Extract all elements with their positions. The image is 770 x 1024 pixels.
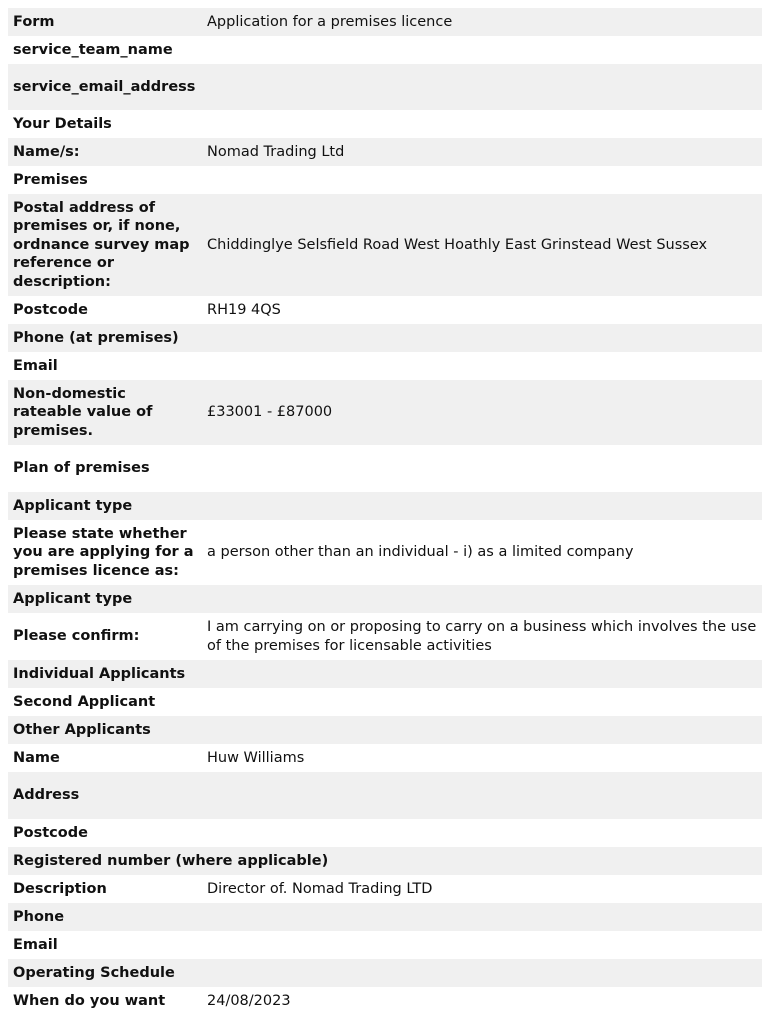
table-row-description [8, 875, 762, 903]
table-row-plan-of-premises [8, 445, 762, 492]
field-value: Huw Williams [207, 749, 305, 766]
section-heading: Premises [13, 171, 88, 188]
field-value [202, 903, 762, 931]
field-label: Registered number (where applicable) [13, 852, 329, 869]
table-row-service-email-address [8, 64, 762, 110]
field-label: service_email_address [13, 78, 196, 95]
section-heading: Applicant type [13, 497, 133, 514]
field-value: Chiddinglye Selsfield Road West Hoathly East Grinstead West Sussex [207, 236, 708, 253]
field-label: Name/s: [13, 143, 80, 160]
field-value: RH19 4QS [207, 301, 281, 318]
field-label-text: Please state whether you are applying for a premises licence as: [13, 525, 194, 579]
application-form-table [8, 8, 762, 1015]
table-row-phone-at-premises [8, 324, 762, 352]
field-value [202, 585, 762, 613]
table-row-postal-address [8, 194, 762, 296]
field-label: Non-domestic rateable value of premises. [13, 385, 153, 439]
table-row-applicant-type [8, 492, 762, 520]
field-label: Email [13, 936, 58, 953]
table-row-your-details [8, 110, 762, 138]
table-row-postcode [8, 296, 762, 324]
table-row-name [8, 744, 762, 772]
table-row-applying-as [8, 520, 762, 585]
table-row-phone [8, 903, 762, 931]
field-label: Address [13, 787, 80, 804]
field-label: When do you want [13, 992, 166, 1009]
field-label: Email [13, 357, 58, 374]
field-label: Phone [13, 908, 65, 925]
field-label: Please confirm: [13, 628, 140, 645]
field-value [202, 445, 762, 492]
field-value [202, 931, 762, 959]
field-value [202, 959, 762, 987]
field-value [202, 688, 762, 716]
table-row-rateable-value [8, 380, 762, 445]
field-value: Application for a premises licence [207, 13, 453, 30]
field-value [202, 772, 762, 819]
field-value [202, 110, 762, 138]
table-row-individual-applicants [8, 660, 762, 688]
field-value [202, 324, 762, 352]
field-label: Plan of premises [13, 460, 150, 477]
field-value [202, 660, 762, 688]
section-heading: Second Applicant [13, 693, 156, 710]
table-row-service-team-name [8, 36, 762, 64]
field-value [202, 36, 762, 64]
section-heading: Your Details [13, 115, 112, 132]
field-value [202, 352, 762, 380]
table-row-when-do-you-want [8, 987, 762, 1015]
field-value: I am carrying on or proposing to carry on a business which involves the use of the premises for licensable activities [207, 619, 757, 654]
table-row-registered-number [8, 847, 762, 875]
section-heading: Individual Applicants [13, 665, 186, 682]
table-row-please-confirm [8, 613, 762, 660]
field-value: Director of. Nomad Trading LTD [207, 880, 433, 897]
field-value [202, 819, 762, 847]
section-heading: Applicant type [13, 590, 133, 607]
field-label: service_team_name [13, 41, 173, 58]
table-row-applicant-postcode [8, 819, 762, 847]
field-label: Name [13, 749, 60, 766]
field-label: Postal address of premises or, if none, ordnance survey map reference or description: [13, 199, 190, 290]
table-row-applicant-email [8, 931, 762, 959]
field-value [202, 492, 762, 520]
table-row-email [8, 352, 762, 380]
table-row-address [8, 772, 762, 819]
field-value: a person other than an individual - i) as a limited company [207, 544, 634, 561]
table-row-premises [8, 166, 762, 194]
table-row-names [8, 138, 762, 166]
field-label: Description [13, 880, 107, 897]
field-value [202, 166, 762, 194]
field-value: £33001 - £87000 [207, 404, 333, 421]
field-value: Nomad Trading Ltd [207, 143, 345, 160]
table-row-other-applicants [8, 716, 762, 744]
field-value: 24/08/2023 [207, 992, 291, 1009]
field-label: Postcode [13, 301, 88, 318]
table-row-applicant-type-2 [8, 585, 762, 613]
table-row-operating-schedule [8, 959, 762, 987]
section-heading: Operating Schedule [13, 964, 175, 981]
field-value [202, 716, 762, 744]
field-value [202, 64, 762, 110]
field-label: Postcode [13, 824, 88, 841]
table-row-form [8, 8, 762, 36]
table-row-second-applicant [8, 688, 762, 716]
field-label: Phone (at premises) [13, 329, 179, 346]
section-heading: Other Applicants [13, 721, 151, 738]
field-label: Form [13, 13, 55, 30]
field-label [8, 520, 202, 585]
